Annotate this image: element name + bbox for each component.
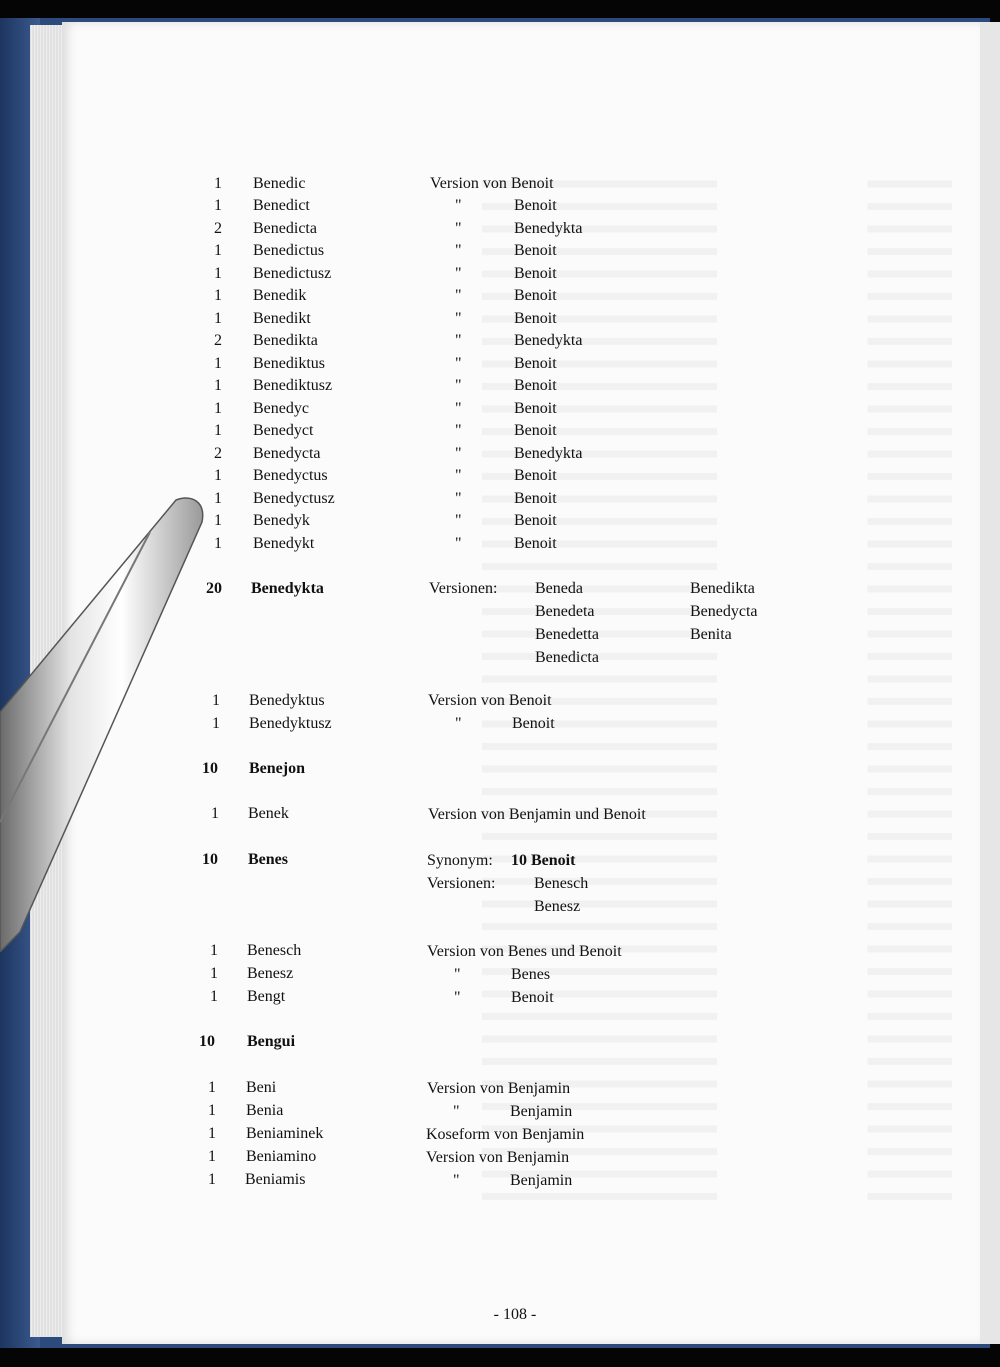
- entry-row: [192, 220, 222, 238]
- entry-count: 1: [210, 988, 218, 1005]
- entry-reference: Benoit: [511, 989, 554, 1006]
- versions-label: Versionen:: [427, 875, 496, 892]
- entry-reference: Benedykta: [514, 220, 583, 237]
- ditto-mark: ": [455, 467, 462, 484]
- entry-name: Beniaminek: [246, 1125, 324, 1142]
- page-number: - 108 -: [493, 1306, 537, 1323]
- entry-count: 1: [210, 942, 218, 959]
- entry-row: [192, 197, 222, 215]
- entry-count: 2: [214, 220, 222, 237]
- entry-count: 1: [214, 265, 222, 282]
- ditto-mark: ": [455, 490, 462, 507]
- ditto-mark: ": [455, 355, 462, 372]
- entry-count: 1: [208, 1125, 216, 1142]
- ditto-mark: ": [455, 310, 462, 327]
- entry-reference: Benoit: [514, 355, 557, 372]
- entry-row: [188, 965, 218, 983]
- entry-name: Benedikta: [253, 332, 318, 349]
- synonym-label: Synonym:: [427, 852, 493, 869]
- ditto-mark: ": [455, 265, 462, 282]
- entry-name: Benedict: [253, 197, 310, 214]
- entry-name: Benedyk: [253, 512, 310, 529]
- version-item: Benedetta: [535, 626, 599, 643]
- entry-reference: Benedykta: [514, 332, 583, 349]
- entry-name: Benejon: [249, 760, 305, 777]
- ditto-mark: ": [455, 197, 462, 214]
- entry-count: 1: [214, 400, 222, 417]
- entry-count: 10: [199, 1033, 215, 1050]
- entry-name: Benedyct: [253, 422, 314, 439]
- show-through-texture: [482, 172, 952, 1212]
- entry-name: Benediktus: [253, 355, 325, 372]
- entry-count: 1: [214, 422, 222, 439]
- entry-row: [192, 400, 222, 418]
- entry-count: 1: [214, 512, 222, 529]
- entry-count: 1: [210, 965, 218, 982]
- version-item: Benedikta: [690, 580, 755, 597]
- entry-count: 10: [202, 760, 218, 777]
- entry-description: Version von Benjamin: [426, 1149, 570, 1166]
- entry-name: Benes: [248, 851, 288, 868]
- entry-count: 1: [214, 197, 222, 214]
- entry-reference: Benoit: [514, 265, 557, 282]
- entry-reference: Benjamin: [510, 1103, 573, 1120]
- ditto-mark: ": [455, 445, 462, 462]
- ditto-mark: ": [455, 377, 462, 394]
- entry-count: 1: [214, 310, 222, 327]
- entry-name: Benedicta: [253, 220, 317, 237]
- entry-row: [186, 1148, 216, 1166]
- entry-row: [192, 467, 222, 485]
- entry-description: Version von Benjamin und Benoit: [428, 806, 646, 823]
- entry-row: [186, 1102, 216, 1120]
- entry-count: 2: [214, 332, 222, 349]
- ditto-mark: ": [455, 332, 462, 349]
- entry-name: Benesch: [247, 942, 302, 959]
- entry-count: 1: [212, 715, 220, 732]
- entry-count: 1: [214, 535, 222, 552]
- entry-reference: Benedykta: [514, 445, 583, 462]
- ditto-mark: ": [453, 1103, 460, 1120]
- entry-name: Benedik: [253, 287, 307, 304]
- entry-count: 1: [214, 377, 222, 394]
- entry-row: [192, 377, 222, 395]
- entry-reference: Benoit: [514, 310, 557, 327]
- ditto-mark: ": [455, 242, 462, 259]
- entry-row: [192, 310, 222, 328]
- entry-name: Bengt: [247, 988, 286, 1005]
- entry-reference: Benes: [511, 966, 551, 983]
- entry-count: 1: [214, 175, 222, 192]
- entry-name: Benedyctus: [253, 467, 328, 484]
- entry-reference: Benoit: [514, 422, 557, 439]
- entry-name: Benedyktus: [249, 692, 325, 709]
- entry-reference: Benoit: [514, 467, 557, 484]
- entry-name: Benedykt: [253, 535, 315, 552]
- entry-row: [192, 445, 222, 463]
- entry-reference: Benoit: [514, 512, 557, 529]
- right-page-edge: [980, 22, 1000, 1344]
- entry-name: Benedyctusz: [253, 490, 335, 507]
- entry-reference: Benoit: [512, 715, 555, 732]
- ditto-mark: ": [455, 535, 462, 552]
- version-item: Benedeta: [535, 603, 595, 620]
- entry-count: 1: [208, 1102, 216, 1119]
- ditto-mark: ": [454, 989, 461, 1006]
- entry-name: Benedyc: [253, 400, 309, 417]
- entry-name: Benia: [246, 1102, 284, 1119]
- entry-row: [186, 1079, 216, 1097]
- entry-name: Benedictusz: [253, 265, 332, 282]
- entry-name: Beni: [246, 1079, 277, 1096]
- entry-name: Benek: [248, 805, 289, 822]
- entry-description: Version von Benoit: [430, 175, 554, 192]
- entry-row: [192, 422, 222, 440]
- entry-name: Benesz: [247, 965, 294, 982]
- entry-count: 1: [214, 242, 222, 259]
- synonym-value: 10 Benoit: [511, 852, 576, 869]
- entry-row: [188, 988, 218, 1006]
- entry-row: [192, 265, 222, 283]
- entry-row: [186, 1171, 216, 1189]
- entry-count: 20: [206, 580, 222, 597]
- entry-count: 1: [214, 287, 222, 304]
- version-item: Beneda: [535, 580, 583, 597]
- entry-row: [192, 287, 222, 305]
- versions-label: Versionen:: [429, 580, 498, 597]
- entry-reference: Benoit: [514, 242, 557, 259]
- entry-reference: Benoit: [514, 377, 557, 394]
- ditto-mark: ": [455, 715, 462, 732]
- entry-name: Beniamis: [245, 1171, 306, 1188]
- entry-name: Bengui: [247, 1033, 296, 1050]
- entry-row: [192, 242, 222, 260]
- entry-description: Koseform von Benjamin: [426, 1126, 585, 1143]
- ditto-mark: ": [455, 220, 462, 237]
- entry-row: [185, 1033, 215, 1051]
- entry-count: 1: [208, 1171, 216, 1188]
- ditto-mark: ": [455, 422, 462, 439]
- entry-description: Version von Benjamin: [427, 1080, 571, 1097]
- entry-reference: Benoit: [514, 490, 557, 507]
- entry-reference: Benoit: [514, 535, 557, 552]
- entry-name: Benediktusz: [253, 377, 333, 394]
- entry-count: 1: [208, 1079, 216, 1096]
- ditto-mark: ": [455, 287, 462, 304]
- entry-name: Benedycta: [253, 445, 321, 462]
- entry-count: 10: [202, 851, 218, 868]
- entry-name: Benedikt: [253, 310, 311, 327]
- ditto-mark: ": [455, 512, 462, 529]
- entry-reference: Benoit: [514, 287, 557, 304]
- entry-count: 2: [214, 445, 222, 462]
- entry-reference: Benjamin: [510, 1172, 573, 1189]
- entry-reference: Benoit: [514, 197, 557, 214]
- ditto-mark: ": [454, 966, 461, 983]
- entry-count: 1: [214, 355, 222, 372]
- entry-description: Version von Benes und Benoit: [427, 943, 622, 960]
- entry-count: 1: [214, 490, 222, 507]
- page-holder-strip: [0, 492, 220, 952]
- version-item: Benedicta: [535, 649, 599, 666]
- entry-description: Version von Benoit: [428, 692, 552, 709]
- entry-name: Benedykta: [251, 580, 324, 597]
- entry-name: Benedic: [253, 175, 306, 192]
- entry-count: 1: [211, 805, 219, 822]
- entry-row: [192, 332, 222, 350]
- entry-name: Benedictus: [253, 242, 325, 259]
- entry-row: [186, 1125, 216, 1143]
- entry-name: Beniamino: [246, 1148, 317, 1165]
- entry-row: [192, 355, 222, 373]
- entry-count: 1: [214, 467, 222, 484]
- version-item: Benita: [690, 626, 732, 643]
- entry-row: [192, 175, 222, 193]
- version-item: Benesch: [534, 875, 589, 892]
- ditto-mark: ": [455, 400, 462, 417]
- version-item: Benesz: [534, 898, 581, 915]
- ditto-mark: ": [453, 1172, 460, 1189]
- entry-reference: Benoit: [514, 400, 557, 417]
- entry-count: 1: [208, 1148, 216, 1165]
- version-item: Benedycta: [690, 603, 758, 620]
- entry-name: Benedyktusz: [249, 715, 332, 732]
- entry-count: 1: [212, 692, 220, 709]
